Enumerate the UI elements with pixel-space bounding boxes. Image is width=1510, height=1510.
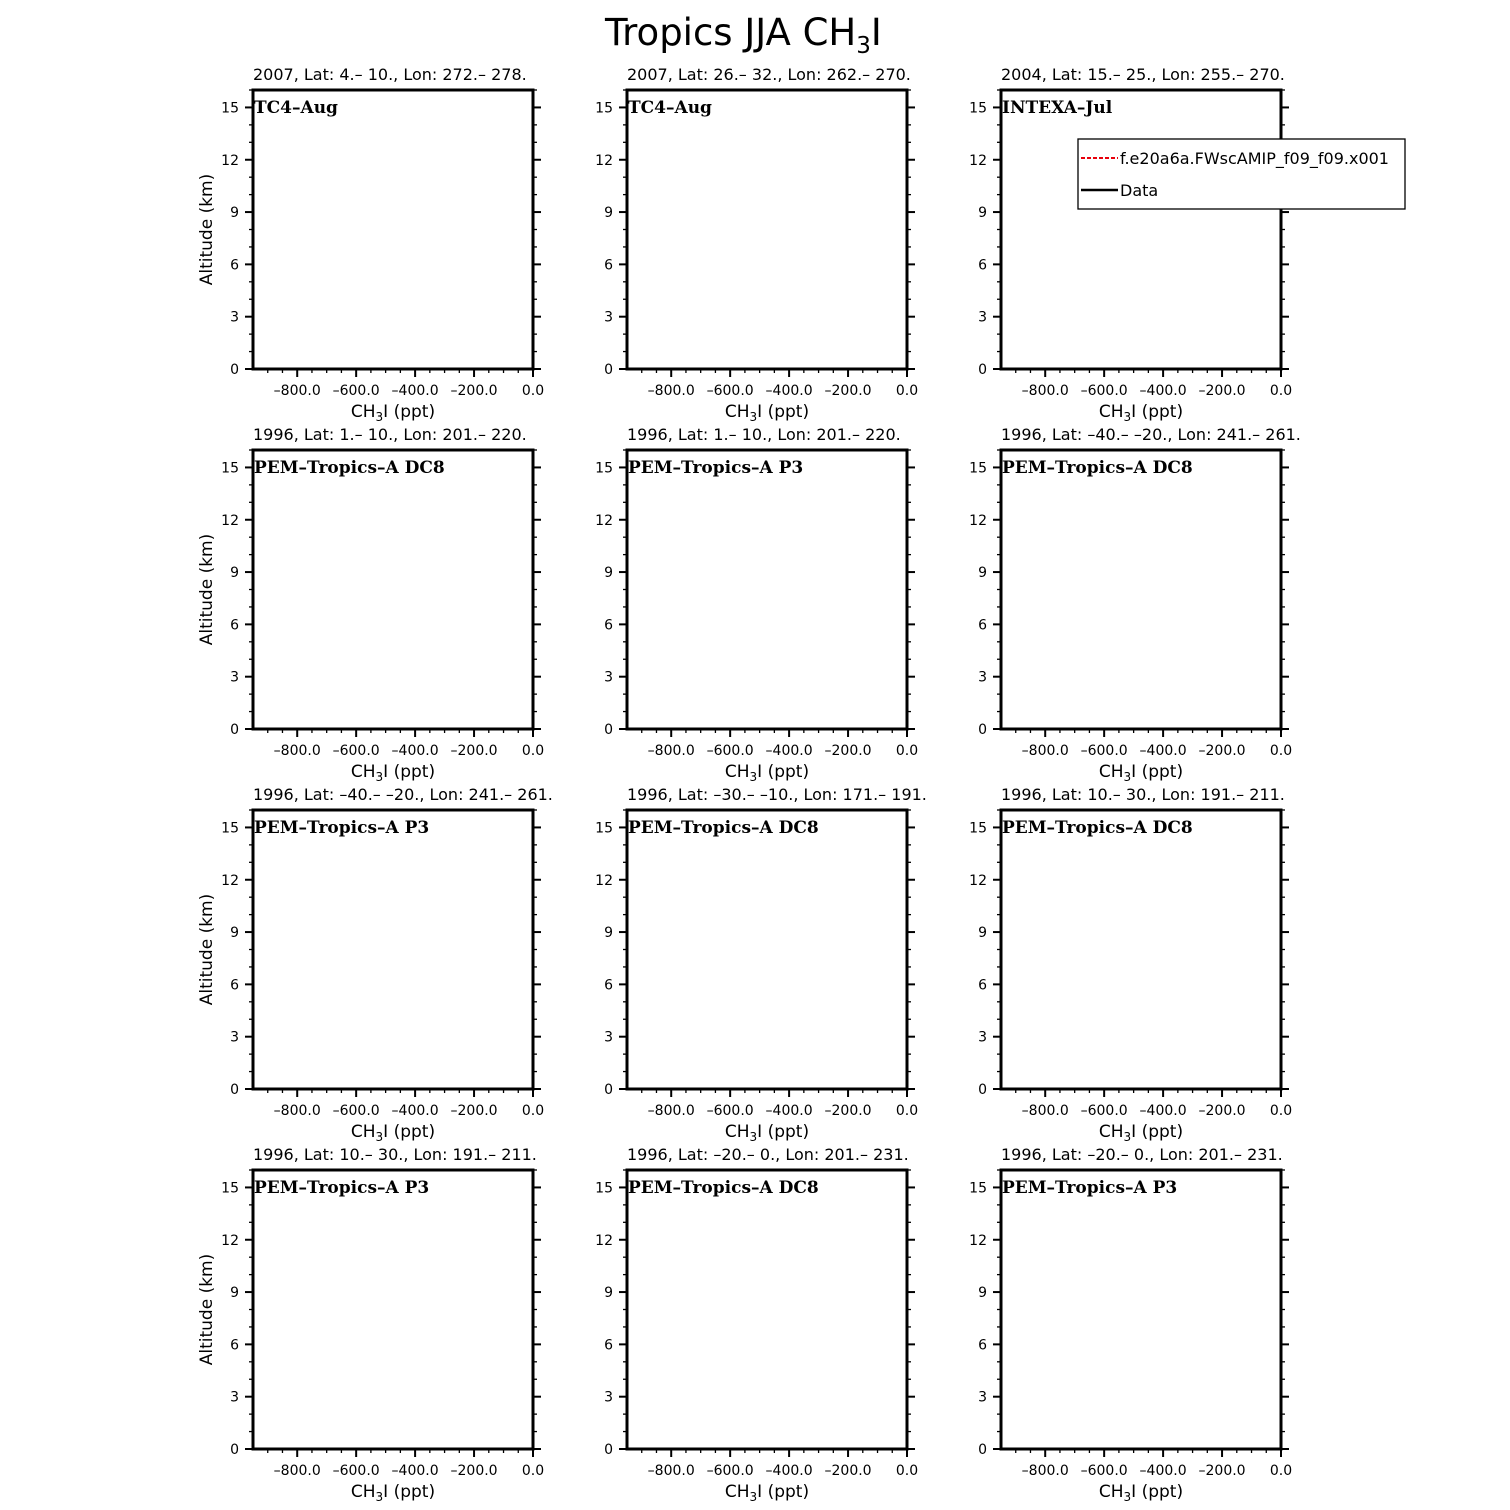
legend-data-label: Data <box>1120 181 1159 200</box>
y-tick-label: 15 <box>969 100 987 117</box>
panel-header: 1996, Lat: –40.– –20., Lon: 241.– 261. <box>253 785 553 804</box>
y-tick-label: 6 <box>604 257 613 274</box>
x-tick-label: –200.0 <box>824 743 872 759</box>
x-axis-label: $CH_3I$ (ppt) <box>350 1122 436 1144</box>
panel-header: 2004, Lat: 15.– 25., Lon: 255.– 270. <box>1001 65 1285 84</box>
y-tick-label: 9 <box>604 205 613 222</box>
x-tick-label: –400.0 <box>391 1463 439 1479</box>
x-axis-label: $CH_3I$ (ppt) <box>724 1122 810 1144</box>
panel-8 <box>595 785 927 1144</box>
panel-header: 1996, Lat: 10.– 30., Lon: 191.– 211. <box>253 1145 537 1164</box>
y-tick-label: 15 <box>221 460 239 477</box>
y-tick-label: 6 <box>230 1337 239 1354</box>
x-axis-label: $CH_3I$ (ppt) <box>724 762 810 784</box>
y-tick-label: 3 <box>230 1389 239 1406</box>
y-tick-label: 12 <box>969 1232 987 1249</box>
y-tick-label: 12 <box>969 872 987 889</box>
y-tick-label: 6 <box>230 617 239 634</box>
y-tick-label: 3 <box>604 1029 613 1046</box>
x-tick-label: –400.0 <box>1139 1463 1187 1479</box>
plot-frame <box>627 90 907 369</box>
x-tick-label: 0.0 <box>521 383 545 399</box>
panel-4 <box>197 425 544 784</box>
x-tick-label: –800.0 <box>273 743 321 759</box>
y-tick-label: 3 <box>978 309 987 326</box>
plot-frame <box>253 1170 533 1449</box>
y-tick-label: 6 <box>978 977 987 994</box>
y-tick-label: 3 <box>230 669 239 686</box>
panel-2 <box>595 65 918 424</box>
y-tick-label: 0 <box>230 1442 239 1458</box>
y-tick-label: 0 <box>604 1442 613 1458</box>
x-tick-label: 0.0 <box>521 1103 545 1119</box>
panel-1 <box>197 65 544 424</box>
x-tick-label: –600.0 <box>332 1103 380 1119</box>
y-tick-label: 12 <box>595 872 613 889</box>
legend-model-label: f.e20a6a.FWscAMIP_f09_f09.x001 <box>1120 149 1389 168</box>
y-tick-label: 0 <box>230 1082 239 1098</box>
y-tick-label: 0 <box>978 362 987 378</box>
x-tick-label: –200.0 <box>824 383 872 399</box>
x-axis-label: $CH_3I$ (ppt) <box>1098 1482 1184 1504</box>
panel-header: 1996, Lat: –30.– –10., Lon: 171.– 191. <box>627 785 927 804</box>
y-tick-label: 6 <box>604 977 613 994</box>
y-tick-label: 0 <box>978 1442 987 1458</box>
x-tick-label: –800.0 <box>647 383 695 399</box>
x-tick-label: –800.0 <box>1021 383 1069 399</box>
x-tick-label: –800.0 <box>273 1463 321 1479</box>
y-tick-label: 9 <box>604 925 613 942</box>
panel-header: 1996, Lat: 1.– 10., Lon: 201.– 220. <box>253 425 527 444</box>
y-tick-label: 9 <box>230 925 239 942</box>
plot-frame <box>627 450 907 729</box>
y-tick-label: 6 <box>604 617 613 634</box>
y-tick-label: 0 <box>978 1082 987 1098</box>
panel-11 <box>595 1145 918 1504</box>
panel-header: 1996, Lat: 1.– 10., Lon: 201.– 220. <box>627 425 901 444</box>
panel-header: 1996, Lat: –40.– –20., Lon: 241.– 261. <box>1001 425 1301 444</box>
y-tick-label: 9 <box>978 205 987 222</box>
x-axis-label: $CH_3I$ (ppt) <box>724 402 810 424</box>
x-axis-label: $CH_3I$ (ppt) <box>350 1482 436 1504</box>
panel-header: 2007, Lat: 4.– 10., Lon: 272.– 278. <box>253 65 527 84</box>
y-tick-label: 3 <box>978 1029 987 1046</box>
x-axis-label: $CH_3I$ (ppt) <box>1098 1122 1184 1144</box>
x-tick-label: –200.0 <box>1198 1463 1246 1479</box>
x-tick-label: –200.0 <box>450 743 498 759</box>
plot-frame <box>627 810 907 1089</box>
campaign-label: TC4–Aug <box>628 98 712 118</box>
campaign-label: PEM–Tropics–A DC8 <box>254 458 445 478</box>
x-tick-label: –200.0 <box>1198 1103 1246 1119</box>
x-tick-label: 0.0 <box>895 743 919 759</box>
x-tick-label: –800.0 <box>1021 1463 1069 1479</box>
plot-frame <box>627 1170 907 1449</box>
x-tick-label: 0.0 <box>1269 1103 1293 1119</box>
y-tick-label: 0 <box>604 1082 613 1098</box>
x-tick-label: –600.0 <box>332 1463 380 1479</box>
x-tick-label: 0.0 <box>895 1463 919 1479</box>
y-tick-label: 15 <box>221 1180 239 1197</box>
y-tick-label: 15 <box>969 1180 987 1197</box>
x-tick-label: –600.0 <box>706 383 754 399</box>
x-tick-label: –600.0 <box>1080 743 1128 759</box>
y-tick-label: 0 <box>230 722 239 738</box>
y-tick-label: 9 <box>604 1285 613 1302</box>
y-tick-label: 12 <box>221 152 239 169</box>
y-tick-label: 15 <box>969 460 987 477</box>
y-tick-label: 9 <box>978 1285 987 1302</box>
y-tick-label: 12 <box>595 1232 613 1249</box>
panel-12 <box>969 1145 1292 1504</box>
x-tick-label: –200.0 <box>824 1103 872 1119</box>
panel-10 <box>197 1145 544 1504</box>
x-tick-label: 0.0 <box>1269 743 1293 759</box>
x-tick-label: –800.0 <box>647 1463 695 1479</box>
x-tick-label: –200.0 <box>1198 743 1246 759</box>
y-tick-label: 12 <box>969 512 987 529</box>
plot-frame <box>253 810 533 1089</box>
x-tick-label: 0.0 <box>521 743 545 759</box>
x-tick-label: –400.0 <box>1139 1103 1187 1119</box>
x-tick-label: –600.0 <box>1080 1103 1128 1119</box>
panel-header: 1996, Lat: 10.– 30., Lon: 191.– 211. <box>1001 785 1285 804</box>
y-tick-label: 12 <box>221 872 239 889</box>
plot-frame <box>253 450 533 729</box>
campaign-label: PEM–Tropics–A P3 <box>254 1178 430 1198</box>
panel-9 <box>969 785 1292 1144</box>
y-axis-label: Altitude (km) <box>197 533 217 646</box>
y-tick-label: 9 <box>978 925 987 942</box>
campaign-label: PEM–Tropics–A P3 <box>628 458 804 478</box>
y-tick-label: 6 <box>978 1337 987 1354</box>
campaign-label: PEM–Tropics–A DC8 <box>1002 818 1193 838</box>
x-axis-label: $CH_3I$ (ppt) <box>1098 762 1184 784</box>
y-axis-label: Altitude (km) <box>197 1253 217 1366</box>
y-tick-label: 9 <box>978 565 987 582</box>
x-tick-label: –400.0 <box>765 1103 813 1119</box>
x-tick-label: –400.0 <box>391 743 439 759</box>
x-axis-label: $CH_3I$ (ppt) <box>350 402 436 424</box>
y-tick-label: 0 <box>978 722 987 738</box>
y-tick-label: 0 <box>604 362 613 378</box>
y-tick-label: 12 <box>595 512 613 529</box>
y-tick-label: 15 <box>595 100 613 117</box>
y-tick-label: 12 <box>221 512 239 529</box>
y-tick-label: 6 <box>230 977 239 994</box>
x-axis-label: $CH_3I$ (ppt) <box>724 1482 810 1504</box>
y-tick-label: 3 <box>604 669 613 686</box>
y-tick-label: 12 <box>969 152 987 169</box>
y-tick-label: 12 <box>221 1232 239 1249</box>
x-tick-label: –800.0 <box>273 1103 321 1119</box>
y-tick-label: 6 <box>230 257 239 274</box>
campaign-label: PEM–Tropics–A P3 <box>1002 1178 1178 1198</box>
plot-frame <box>1001 810 1281 1089</box>
y-tick-label: 15 <box>221 820 239 837</box>
x-tick-label: –800.0 <box>1021 743 1069 759</box>
x-tick-label: –800.0 <box>1021 1103 1069 1119</box>
y-axis-label: Altitude (km) <box>197 893 217 1006</box>
y-tick-label: 6 <box>978 617 987 634</box>
x-tick-label: –400.0 <box>765 1463 813 1479</box>
y-tick-label: 3 <box>230 309 239 326</box>
y-tick-label: 3 <box>230 1029 239 1046</box>
x-tick-label: –600.0 <box>1080 383 1128 399</box>
panel-6 <box>969 425 1301 784</box>
x-tick-label: –200.0 <box>450 383 498 399</box>
x-tick-label: –600.0 <box>1080 1463 1128 1479</box>
x-tick-label: 0.0 <box>1269 383 1293 399</box>
y-tick-label: 9 <box>230 1285 239 1302</box>
y-tick-label: 0 <box>230 362 239 378</box>
x-tick-label: –200.0 <box>824 1463 872 1479</box>
plot-frame <box>1001 1170 1281 1449</box>
panel-header: 1996, Lat: –20.– 0., Lon: 201.– 231. <box>627 1145 909 1164</box>
x-tick-label: –600.0 <box>706 1463 754 1479</box>
x-axis-label: $CH_3I$ (ppt) <box>1098 402 1184 424</box>
panel-5 <box>595 425 918 784</box>
legend <box>1078 139 1405 209</box>
campaign-label: PEM–Tropics–A DC8 <box>1002 458 1193 478</box>
y-tick-label: 0 <box>604 722 613 738</box>
y-tick-label: 15 <box>595 1180 613 1197</box>
y-tick-label: 12 <box>595 152 613 169</box>
x-tick-label: –400.0 <box>765 383 813 399</box>
x-tick-label: 0.0 <box>1269 1463 1293 1479</box>
y-tick-label: 9 <box>230 205 239 222</box>
x-tick-label: –400.0 <box>391 383 439 399</box>
y-tick-label: 3 <box>604 309 613 326</box>
x-tick-label: –800.0 <box>273 383 321 399</box>
panel-3 <box>969 65 1292 424</box>
plot-frame <box>253 90 533 369</box>
y-tick-label: 3 <box>978 1389 987 1406</box>
y-tick-label: 15 <box>969 820 987 837</box>
panel-header: 1996, Lat: –20.– 0., Lon: 201.– 231. <box>1001 1145 1283 1164</box>
y-axis-label: Altitude (km) <box>197 173 217 286</box>
campaign-label: INTEXA–Jul <box>1002 98 1113 118</box>
x-axis-label: $CH_3I$ (ppt) <box>350 762 436 784</box>
campaign-label: PEM–Tropics–A DC8 <box>628 818 819 838</box>
campaign-label: PEM–Tropics–A DC8 <box>628 1178 819 1198</box>
x-tick-label: –600.0 <box>332 383 380 399</box>
figure-title: Tropics JJA $CH_3I$ <box>605 11 882 59</box>
y-tick-label: 15 <box>221 100 239 117</box>
x-tick-label: –800.0 <box>647 1103 695 1119</box>
y-tick-label: 3 <box>978 669 987 686</box>
y-tick-label: 6 <box>978 257 987 274</box>
y-tick-label: 15 <box>595 820 613 837</box>
x-tick-label: –400.0 <box>765 743 813 759</box>
x-tick-label: –200.0 <box>450 1463 498 1479</box>
x-tick-label: –400.0 <box>1139 743 1187 759</box>
x-tick-label: 0.0 <box>895 383 919 399</box>
campaign-label: TC4–Aug <box>254 98 338 118</box>
x-tick-label: –600.0 <box>706 1103 754 1119</box>
plot-frame <box>1001 90 1281 369</box>
panel-grid <box>197 65 1301 1504</box>
x-tick-label: –400.0 <box>391 1103 439 1119</box>
panel-7 <box>197 785 553 1144</box>
x-tick-label: 0.0 <box>895 1103 919 1119</box>
x-tick-label: –200.0 <box>450 1103 498 1119</box>
x-tick-label: –800.0 <box>647 743 695 759</box>
campaign-label: PEM–Tropics–A P3 <box>254 818 430 838</box>
y-tick-label: 9 <box>230 565 239 582</box>
x-tick-label: –200.0 <box>1198 383 1246 399</box>
x-tick-label: 0.0 <box>521 1463 545 1479</box>
panel-header: 2007, Lat: 26.– 32., Lon: 262.– 270. <box>627 65 911 84</box>
plot-frame <box>1001 450 1281 729</box>
x-tick-label: –600.0 <box>706 743 754 759</box>
y-tick-label: 3 <box>604 1389 613 1406</box>
x-tick-label: –600.0 <box>332 743 380 759</box>
y-tick-label: 15 <box>595 460 613 477</box>
y-tick-label: 6 <box>604 1337 613 1354</box>
y-tick-label: 9 <box>604 565 613 582</box>
x-tick-label: –400.0 <box>1139 383 1187 399</box>
